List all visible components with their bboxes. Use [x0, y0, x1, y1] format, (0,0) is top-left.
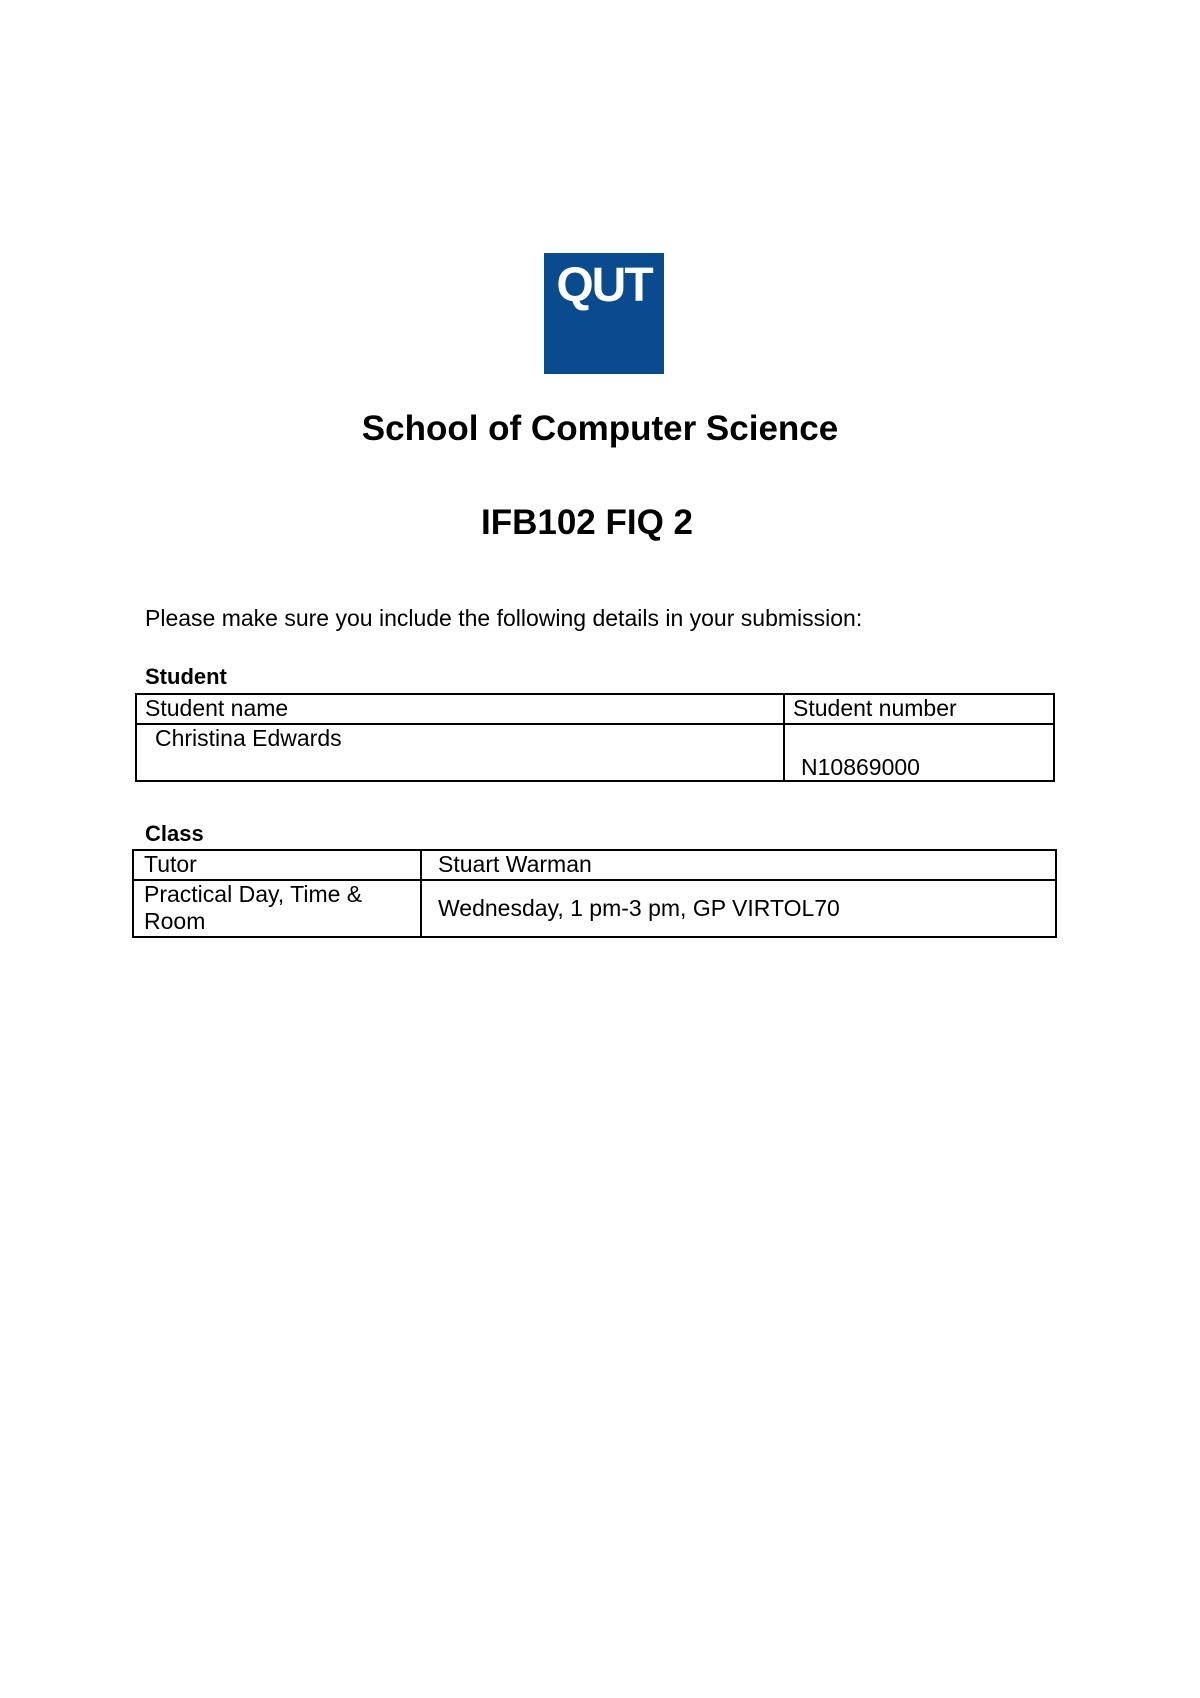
- student-name-value[interactable]: Christina Edwards: [136, 724, 784, 781]
- instructions-text: Please make sure you include the following details in your submission:: [145, 605, 863, 631]
- tutor-row: [133, 850, 1056, 880]
- student-section-label: Student: [145, 664, 227, 689]
- school-title: School of Computer Science: [361, 409, 839, 448]
- qut-logo: [544, 253, 664, 374]
- student-name-header: Student name: [136, 694, 784, 724]
- practical-row: [133, 880, 1056, 937]
- practical-value[interactable]: Wednesday, 1 pm-3 pm, GP VIRTOL70: [421, 880, 1056, 937]
- tutor-value[interactable]: Stuart Warman: [421, 850, 1056, 880]
- student-number-value[interactable]: N10869000: [784, 724, 1054, 781]
- student-number-header: Student number: [784, 694, 1054, 724]
- student-header-row: [136, 694, 1054, 724]
- student-values-row: [136, 724, 1054, 781]
- practical-label: Practical Day, Time & Room: [133, 880, 421, 937]
- course-title: IFB102 FIQ 2: [480, 503, 694, 542]
- class-details-table: [132, 849, 1057, 938]
- student-details-table: [135, 693, 1055, 782]
- tutor-label: Tutor: [133, 850, 421, 880]
- qut-logo-text: QUT: [556, 259, 652, 312]
- class-section-label: Class: [145, 821, 204, 846]
